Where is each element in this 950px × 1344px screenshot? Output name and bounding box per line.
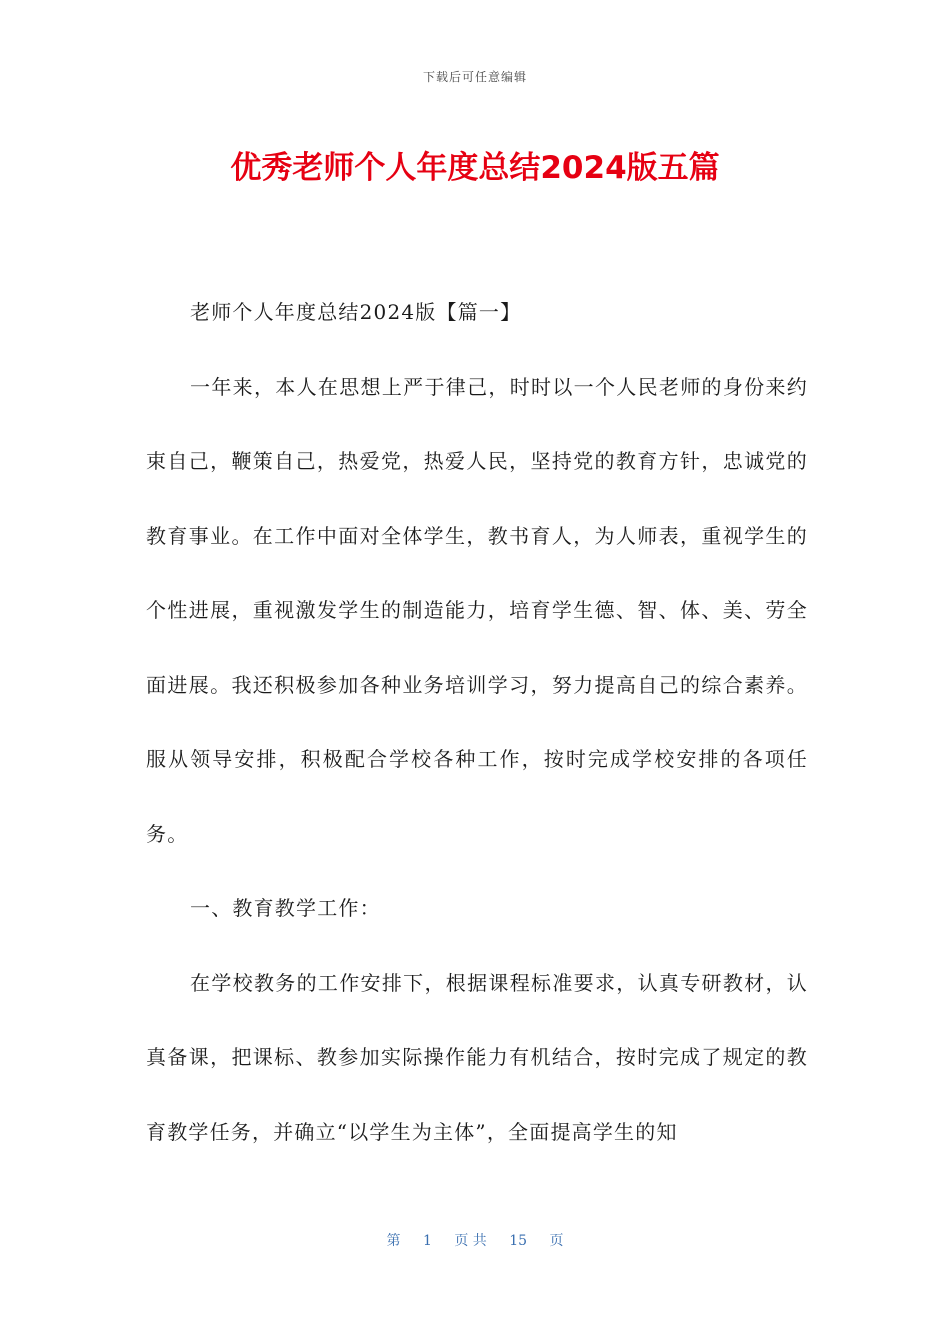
footer-page-number: 1 — [422, 1233, 432, 1249]
footer-page-middle: 页 共 — [454, 1233, 487, 1249]
paragraph-intro: 一年来，本人在思想上严于律己，时时以一个人民老师的身份来约束自己，鞭策自己，热爱党，热爱人民，坚持党的教育方针，忠诚党的教育事业。在工作中面对全体学生，教书育人，为人师表，重视学生的个性进展，重视激发学生的制造能力，培育学生德、智、体、美、劳全面进展。我还积极参加各种业务培训学习，努力提高自己的综合素养。服从领导安排，积极配合学校各种工作，按时完成学校安排的各项任务。 — [146, 374, 808, 846]
footer-page-prefix: 第 — [386, 1233, 401, 1249]
footer-total-pages: 15 — [509, 1233, 528, 1249]
section-heading-part-one: 老师个人年度总结2024版【篇一】 — [190, 300, 522, 324]
page-footer — [0, 1230, 950, 1250]
document-body — [146, 275, 808, 1169]
document-title: 优秀老师个人年度总结2024版五篇 — [230, 150, 720, 186]
header-note: 下载后可任意编辑 — [422, 70, 527, 84]
footer-page-suffix: 页 — [549, 1233, 564, 1249]
paragraph-teaching: 在学校教务的工作安排下，根据课程标准要求，认真专研教材，认真备课，把课标、教参加实际操作能力有机结合，按时完成了规定的教育教学任务，并确立“以学生为主体”，全面提高学生的知 — [146, 970, 808, 1144]
section-heading-teaching: 一、教育教学工作： — [190, 896, 381, 920]
